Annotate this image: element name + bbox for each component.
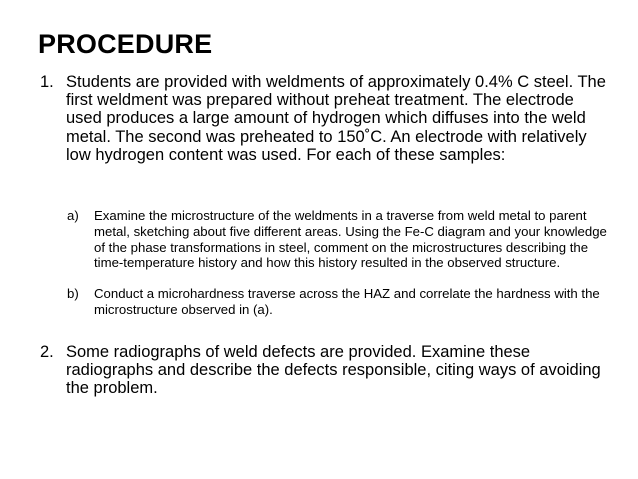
subitem-letter: a) [67,208,79,223]
page-title: PROCEDURE [38,29,213,59]
subitem-text: Conduct a microhardness traverse across the HAZ and correlate the hardness with the microstructure observed in (a). [94,286,600,317]
item-text: Students are provided with weldments of approximately 0.4% C steel. The first weldment was prepared without preheat treatment. The electrode used produces a large amount of hydrogen which diffuses into the weld metal. The second was preheated to 150˚C. An electrode with relatively low hydrogen content was used. For each of these samples: [66,73,606,164]
subitem-text: Examine the microstructure of the weldments in a traverse from weld metal to parent metal, sketching about five different areas. Using the Fe-C diagram and your knowledge of the phase transformations in steel, comment on the microstructures describing the time-temperature history and how this history resulted in the observed structure. [94,208,607,271]
subitem-letter: b) [67,286,79,301]
item-text: Some radiographs of weld defects are provided. Examine these radiographs and describe the defects responsible, citing ways of avoiding the problem. [66,343,601,398]
item-number: 1. [40,73,54,91]
item-number: 2. [40,343,54,361]
